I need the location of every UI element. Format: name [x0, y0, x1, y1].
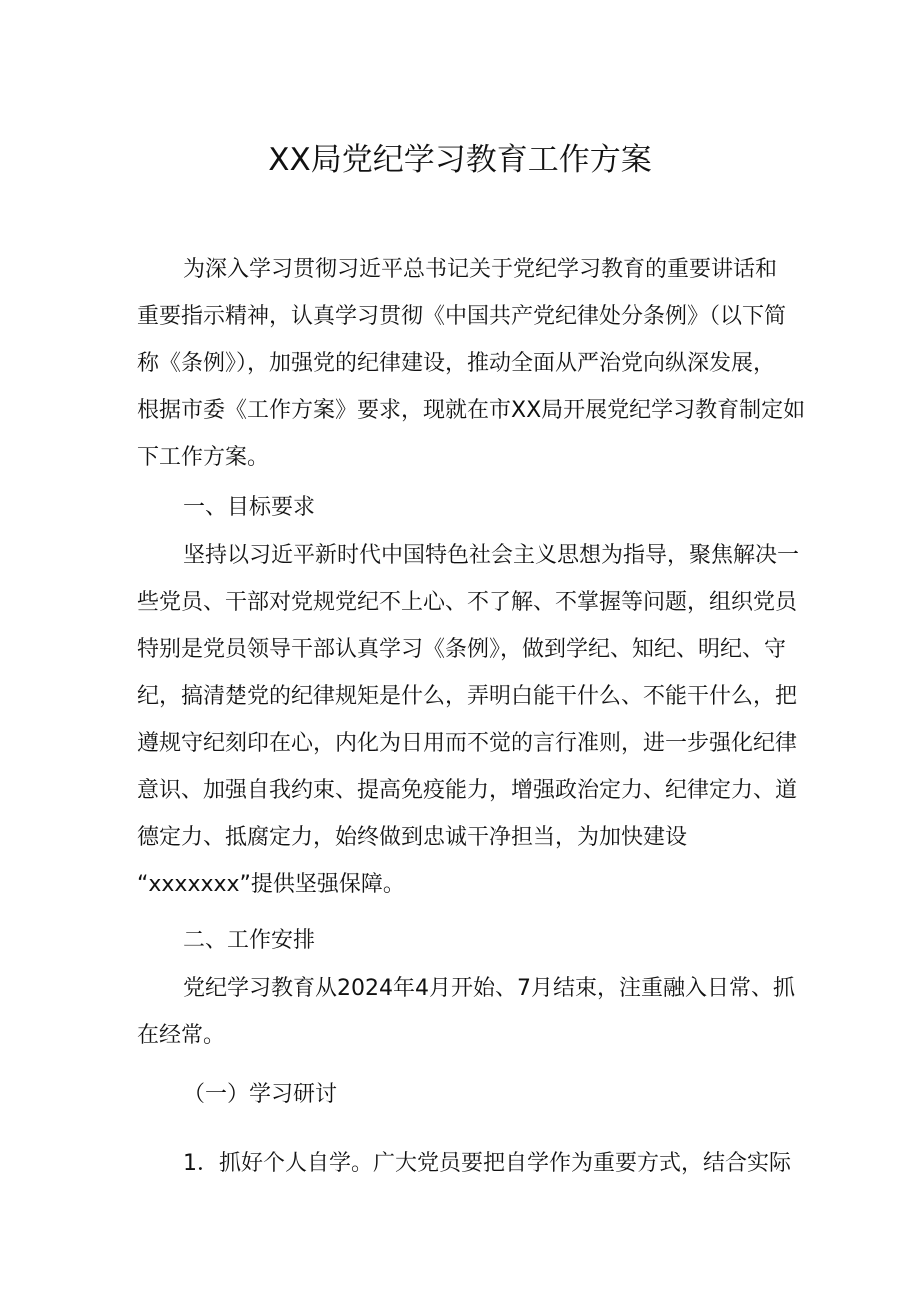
section1-line: 意识、加强自我约束、提高免疫能力，增强政治定力、纪律定力、道	[137, 778, 798, 803]
section2-line: 党纪学习教育从2024年4月开始、7月结束，注重融入日常、抓	[183, 976, 795, 1001]
section1-paragraph	[137, 532, 800, 908]
item1-line: 1．抓好个人自学。广大党员要把自学作为重要方式，结合实际	[183, 1151, 791, 1176]
section-heading-arrangement: 二、工作安排	[183, 928, 316, 953]
section1-line: 德定力、抵腐定力，始终做到忠诚干净担当，为加快建设	[137, 825, 688, 850]
intro-line: 根据市委《工作方案》要求，现就在市XX局开展党纪学习教育制定如	[137, 398, 806, 423]
section1-line: 些党员、干部对党规党纪不上心、不了解、不掌握等问题，组织党员	[137, 590, 798, 615]
section2-line: 在经常。	[137, 1023, 226, 1048]
section1-line: 遵规守纪刻印在心，内化为日用而不觉的言行准则，进一步强化纪律	[137, 731, 798, 756]
intro-line: 为深入学习贯彻习近平总书记关于党纪学习教育的重要讲话和	[183, 257, 778, 282]
intro-line: 重要指示精神，认真学习贯彻《中国共产党纪律处分条例》（以下简	[137, 304, 787, 329]
item1-paragraph	[137, 1140, 791, 1187]
section1-line: 特别是党员领导干部认真学习《条例》，做到学纪、知纪、明纪、守	[137, 637, 787, 662]
intro-line: 下工作方案。	[137, 445, 270, 470]
section1-line: “xxxxxxx”提供坚强保障。	[137, 872, 405, 897]
document-title: XX局党纪学习教育工作方案	[268, 142, 652, 178]
section-heading-goals: 一、目标要求	[183, 495, 316, 520]
intro-line: 称《条例》），加强党的纪律建设，推动全面从严治党向纵深发展，	[137, 351, 776, 376]
section1-line: 坚持以习近平新时代中国特色社会主义思想为指导，聚焦解决一	[183, 543, 800, 568]
subsection-heading-study: （一）学习研讨	[183, 1082, 338, 1107]
intro-paragraph	[137, 246, 806, 481]
section2-paragraph	[137, 965, 795, 1059]
section1-line: 纪，搞清楚党的纪律规矩是什么，弄明白能干什么、不能干什么，把	[137, 684, 798, 709]
